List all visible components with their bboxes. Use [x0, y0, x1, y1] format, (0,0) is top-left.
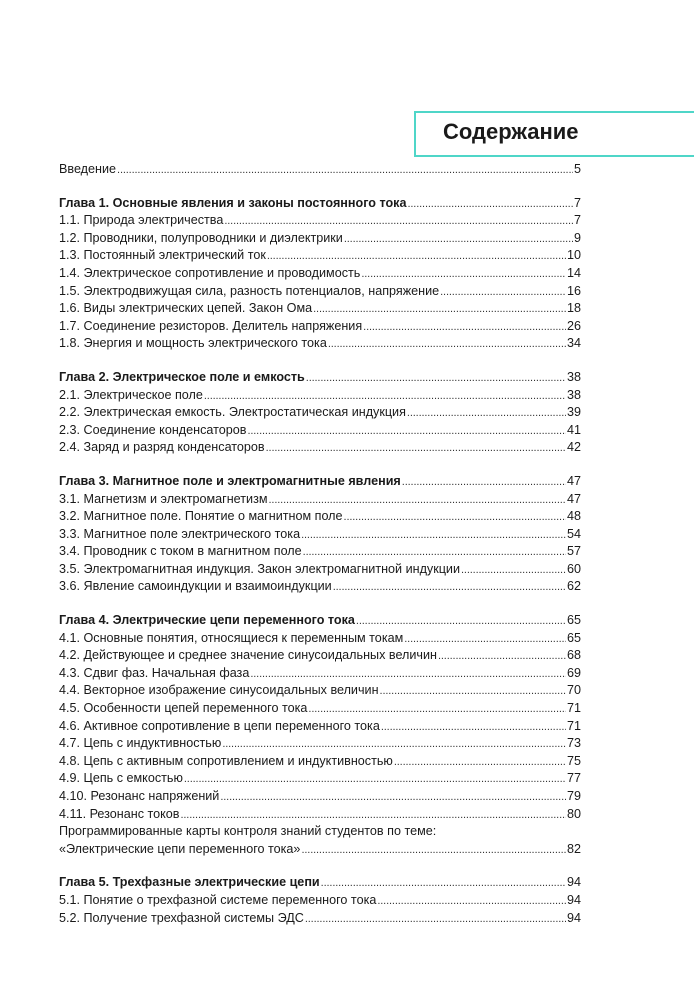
- toc-entry-title: 5.1. Понятие о трехфазной системе переменного тока: [59, 892, 377, 907]
- toc-entry-page: 38: [566, 387, 581, 402]
- toc-entry-title: 1.6. Виды электрических цепей. Закон Ома: [59, 301, 313, 316]
- toc-entry-title: 1.3. Постоянный электрический ток: [59, 248, 266, 263]
- chapter-title: Глава 5. Трехфазные электрические цепи: [59, 875, 320, 890]
- toc-entry-title: 4.1. Основные понятия, относящиеся к переменным токам: [59, 630, 404, 645]
- toc-leader: [267, 247, 566, 266]
- toc-entry-title: 4.11. Резонанс токов: [59, 806, 180, 821]
- toc-entry-title: 4.3. Сдвиг фаз. Начальная фаза: [59, 665, 250, 680]
- chapter-title: Глава 3. Магнитное поле и электромагнитные явления: [59, 473, 401, 488]
- toc-entry-title: 4.8. Цепь с активным сопротивлением и индуктивностью: [59, 753, 393, 768]
- toc-entry-page: 41: [566, 422, 581, 437]
- toc-entry-page: 54: [566, 526, 581, 541]
- toc-leader: [380, 682, 566, 701]
- toc-leader: [344, 508, 566, 527]
- toc-entry[interactable]: [59, 841, 581, 859]
- toc-entry-title: 4.5. Особенности цепей переменного тока: [59, 701, 308, 716]
- toc-entry[interactable]: [59, 265, 581, 283]
- toc-entry-page: 47: [566, 491, 581, 506]
- title-box: [414, 111, 694, 157]
- toc-entry-page: 94: [566, 910, 581, 925]
- toc-leader: [305, 910, 566, 929]
- toc-chapter-4[interactable]: [59, 612, 581, 630]
- toc-leader: [440, 283, 566, 302]
- toc-entry-page: 60: [566, 561, 581, 576]
- toc-leader: [394, 753, 566, 772]
- toc-leader: [313, 300, 566, 319]
- toc-entry[interactable]: [59, 910, 581, 928]
- toc-entry-title: 1.1. Природа электричества: [59, 213, 224, 228]
- toc-entry-page: 77: [566, 771, 581, 786]
- toc-entry-page: 7: [573, 213, 581, 228]
- toc-entry-page: 70: [566, 683, 581, 698]
- toc-entry[interactable]: [59, 230, 581, 248]
- page-title: Содержание: [443, 119, 579, 144]
- toc-entry[interactable]: [59, 806, 581, 824]
- toc-entry-title: 3.1. Магнетизм и электромагнетизм: [59, 491, 268, 506]
- toc-entry-title: 1.5. Электродвижущая сила, разность потенциалов, напряжение: [59, 283, 440, 298]
- toc-leader: [363, 318, 566, 337]
- toc-chapter-5[interactable]: [59, 874, 581, 892]
- toc-entry-title: 1.7. Соединение резисторов. Делитель напряжения: [59, 318, 363, 333]
- toc-leader: [344, 230, 573, 249]
- toc-leader: [204, 387, 566, 406]
- toc-entry-title: 2.3. Соединение конденсаторов: [59, 422, 247, 437]
- toc-entry-page: 57: [566, 544, 581, 559]
- toc-entry[interactable]: [59, 753, 581, 771]
- toc-entry[interactable]: [59, 422, 581, 440]
- toc-leader: [361, 265, 566, 284]
- toc-entry[interactable]: [59, 578, 581, 596]
- toc-entry-title: 1.2. Проводники, полупроводники и диэлектрики: [59, 230, 343, 245]
- chapter-page: 7: [573, 195, 581, 210]
- toc-entry[interactable]: [59, 526, 581, 544]
- toc-chapter-3[interactable]: [59, 473, 581, 491]
- toc-leader: [303, 543, 566, 562]
- toc-entry-page: 14: [566, 265, 581, 280]
- toc-entry-title: 3.3. Магнитное поле электрического тока: [59, 526, 301, 541]
- toc-leader: [301, 526, 566, 545]
- toc-entry-title: 2.2. Электрическая емкость. Электростатическая индукция: [59, 405, 406, 420]
- toc-entry-page: 48: [566, 509, 581, 524]
- toc-entry-page: 80: [566, 806, 581, 821]
- toc-entry[interactable]: [59, 700, 581, 718]
- toc-leader: [180, 806, 566, 825]
- toc-entry-note: Программированные карты контроля знаний студентов по теме:: [59, 824, 437, 839]
- toc-entry[interactable]: [59, 508, 581, 526]
- toc-entry-page: 39: [566, 405, 581, 420]
- toc-entry[interactable]: [59, 212, 581, 230]
- toc-entry-title: 2.1. Электрическое поле: [59, 387, 203, 402]
- toc-entry-title: 5.2. Получение трехфазной системы ЭДС: [59, 910, 304, 925]
- toc-entry-title: 3.2. Магнитное поле. Понятие о магнитном поле: [59, 509, 343, 524]
- toc-entry-title: 1.8. Энергия и мощность электрического тока: [59, 336, 327, 351]
- chapter-page: 65: [566, 613, 581, 628]
- toc-entry[interactable]: [59, 630, 581, 648]
- toc-leader: [222, 735, 566, 754]
- toc-leader: [224, 212, 573, 231]
- toc-entry[interactable]: [59, 718, 581, 736]
- toc-leader: [328, 335, 566, 354]
- toc-entry-page: 69: [566, 665, 581, 680]
- toc-entry-title: 4.4. Векторное изображение синусоидальных величин: [59, 683, 379, 698]
- toc-entry-page: 79: [566, 789, 581, 803]
- toc-entry-title: 4.2. Действующее и среднее значение синусоидальных величин: [59, 648, 437, 663]
- chapter-page: 94: [566, 875, 581, 890]
- toc-entry-title: 1.4. Электрическое сопротивление и проводимость: [59, 265, 361, 280]
- toc-entry-page: 10: [566, 248, 581, 263]
- toc-entry[interactable]: [59, 404, 581, 422]
- toc-entry-page: 62: [566, 579, 581, 594]
- toc-entry[interactable]: [59, 647, 581, 665]
- toc-entry-page: 34: [566, 336, 581, 351]
- toc-entry[interactable]: [59, 387, 581, 405]
- toc-entry-page: 68: [566, 648, 581, 663]
- table-of-contents: [59, 161, 581, 927]
- toc-leader: [407, 404, 566, 423]
- toc-entry-page: 65: [566, 630, 581, 645]
- toc-leader: [381, 718, 566, 737]
- toc-entry[interactable]: [59, 770, 581, 788]
- toc-leader: [438, 647, 566, 666]
- toc-entry[interactable]: [59, 491, 581, 509]
- toc-leader: [184, 770, 566, 789]
- toc-entry[interactable]: [59, 735, 581, 753]
- toc-entry-title: 3.6. Явление самоиндукции и взаимоиндукции: [59, 579, 332, 594]
- toc-entry-page: 9: [573, 230, 581, 245]
- toc-leader: [117, 161, 573, 180]
- toc-leader: [308, 700, 566, 719]
- toc-leader: [402, 473, 566, 492]
- toc-entry-page: 18: [566, 301, 581, 316]
- toc-entry-page: 73: [566, 736, 581, 751]
- toc-entry[interactable]: [59, 283, 581, 301]
- toc-entry-page: 16: [566, 283, 581, 298]
- toc-entry-title: 3.5. Электромагнитная индукция. Закон электромагнитной индукции: [59, 561, 461, 576]
- chapter-title: Глава 1. Основные явления и законы постоянного тока: [59, 195, 407, 210]
- toc-entry-title: 4.10. Резонанс напряжений: [59, 789, 220, 803]
- toc-leader: [266, 439, 566, 458]
- toc-entry[interactable]: [59, 665, 581, 683]
- toc-entry-title: 4.7. Цепь с индуктивностью: [59, 736, 222, 751]
- toc-leader: [250, 665, 566, 684]
- toc-entry-page: 75: [566, 753, 581, 768]
- chapter-page: 38: [566, 369, 581, 384]
- toc-chapter-1[interactable]: [59, 195, 581, 213]
- chapter-title: Глава 2. Электрическое поле и емкость: [59, 369, 305, 384]
- toc-entry[interactable]: [59, 335, 581, 353]
- toc-entry-page: 71: [566, 701, 581, 716]
- toc-entry[interactable]: [59, 247, 581, 265]
- toc-leader: [321, 874, 566, 893]
- toc-entry-title: Введение: [59, 162, 117, 176]
- chapter-title: Глава 4. Электрические цепи переменного тока: [59, 613, 355, 628]
- toc-leader: [301, 841, 566, 860]
- toc-leader: [269, 491, 566, 510]
- toc-entry-page: 71: [566, 718, 581, 733]
- toc-entry[interactable]: [59, 439, 581, 457]
- toc-leader: [404, 630, 566, 649]
- toc-entry[interactable]: [59, 543, 581, 561]
- toc-leader: [247, 422, 566, 441]
- toc-leader: [407, 195, 573, 214]
- toc-entry[interactable]: [59, 682, 581, 700]
- toc-entry-page: 26: [566, 318, 581, 333]
- toc-entry-intro[interactable]: [59, 161, 581, 179]
- toc-entry-page: 94: [566, 892, 581, 907]
- toc-entry[interactable]: [59, 300, 581, 318]
- toc-entry-title: 2.4. Заряд и разряд конденсаторов: [59, 440, 265, 455]
- toc-leader: [306, 369, 566, 388]
- toc-entry[interactable]: [59, 892, 581, 910]
- toc-entry-page: 5: [573, 162, 581, 176]
- toc-entry-title: 4.9. Цепь с емкостью: [59, 771, 183, 786]
- chapter-page: 47: [566, 473, 581, 488]
- toc-leader: [220, 788, 566, 807]
- toc-leader: [333, 578, 566, 597]
- toc-leader: [377, 892, 566, 911]
- toc-entry-page: 42: [566, 440, 581, 455]
- toc-entry-title: «Электрические цепи переменного тока»: [59, 841, 301, 856]
- toc-leader: [461, 561, 566, 580]
- toc-entry-page: 82: [566, 841, 581, 856]
- toc-chapter-2[interactable]: [59, 369, 581, 387]
- toc-entry-title: 4.6. Активное сопротивление в цепи переменного тока: [59, 718, 380, 733]
- toc-entry[interactable]: [59, 318, 581, 336]
- toc-entry-title: 3.4. Проводник с током в магнитном поле: [59, 544, 302, 559]
- toc-leader: [356, 612, 566, 631]
- toc-entry[interactable]: [59, 561, 581, 579]
- toc-entry[interactable]: [59, 788, 581, 806]
